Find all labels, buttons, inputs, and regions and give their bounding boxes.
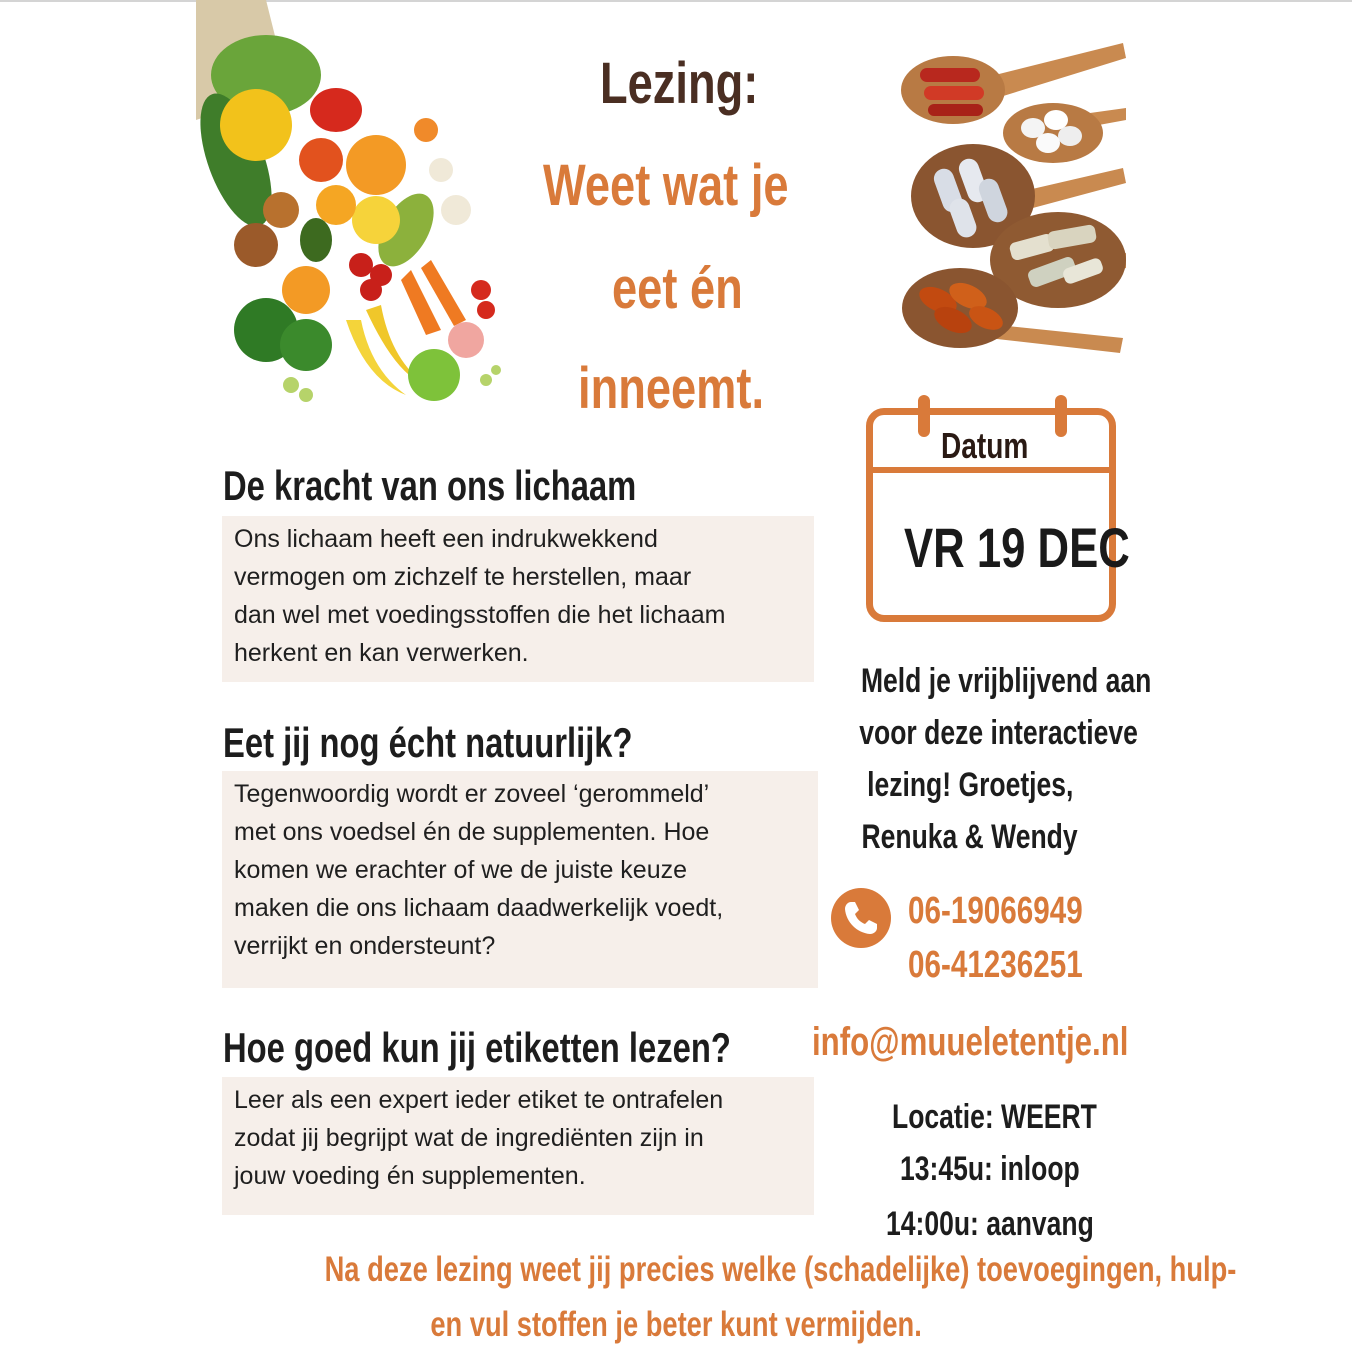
text-line: vermogen om zichzelf te herstellen, maar (234, 563, 692, 591)
text-line: maken die ons lichaam daadwerkelijk voedt, (234, 894, 724, 922)
walk-in-time: 13:45u: inloop (900, 1150, 1080, 1188)
footer-text: en vul stoffen je beter kunt vermijden. (430, 1305, 922, 1344)
supplements-illustration (898, 38, 1126, 356)
text-line: jouw voeding én supplementen. (234, 1162, 586, 1190)
start-time: 14:00u: aanvang (886, 1205, 1094, 1243)
section-heading-labels: Hoe goed kun jij etiketten lezen? (223, 1024, 731, 1071)
title-line-2: eet én (612, 256, 743, 321)
footer-line-1 (196, 1250, 1237, 1290)
signup-line: lezing! Groetjes, (866, 766, 1074, 804)
text-line: zodat jij begrijpt wat de ingrediënten zijn in (234, 1124, 704, 1152)
event-date: VR 19 DEC (904, 516, 1130, 579)
text-line: Ons lichaam heeft een indrukwekkend (234, 525, 658, 553)
signup-line: Renuka & Wendy (861, 818, 1079, 856)
footer-line-2 (196, 1305, 1156, 1345)
signup-line: Meld je vrijblijvend aan (860, 662, 1152, 700)
section-body-natural (222, 771, 818, 988)
calendar-ring (918, 395, 930, 437)
section-body-body-power (222, 516, 814, 682)
signup-text (820, 655, 1152, 863)
text-line: komen we erachter of we de juiste keuze (234, 856, 688, 884)
calendar-icon (866, 408, 1130, 622)
title-line-1: Weet wat je (543, 153, 789, 218)
text-line: verrijkt en ondersteunt? (234, 932, 496, 960)
text-line: Tegenwoordig wordt er zoveel ‘gerommeld’ (234, 780, 710, 808)
phone-number-2[interactable]: 06-41236251 (908, 944, 1083, 986)
calendar-header-bar (873, 467, 1109, 473)
email-link[interactable]: info@muueletentje.nl (812, 1020, 1129, 1064)
vegetables-illustration (196, 0, 516, 420)
signup-line: voor deze interactieve (859, 714, 1138, 752)
title-line-3: inneemt. (578, 356, 765, 421)
title-lezing: Lezing: (600, 51, 759, 116)
calendar-label: Datum (941, 425, 1029, 466)
section-heading-natural: Eet jij nog écht natuurlijk? (223, 719, 633, 766)
location: Locatie: WEERT (892, 1098, 1097, 1136)
calendar-ring (1055, 395, 1067, 437)
text-line: met ons voedsel én de supplementen. Hoe (234, 818, 710, 846)
text-line: dan wel met voedingsstoffen die het lichaam (234, 601, 726, 629)
text-line: herkent en kan verwerken. (234, 639, 529, 667)
phone-icon (831, 888, 891, 948)
footer-text: Na deze lezing weet jij precies welke (schadelijke) toevoegingen, hulp- (324, 1250, 1237, 1289)
section-heading-body-power: De kracht van ons lichaam (223, 462, 637, 509)
text-line: Leer als een expert ieder etiket te ontrafelen (234, 1086, 724, 1114)
phone-number-1[interactable]: 06-19066949 (908, 890, 1083, 932)
section-body-labels (222, 1077, 814, 1215)
